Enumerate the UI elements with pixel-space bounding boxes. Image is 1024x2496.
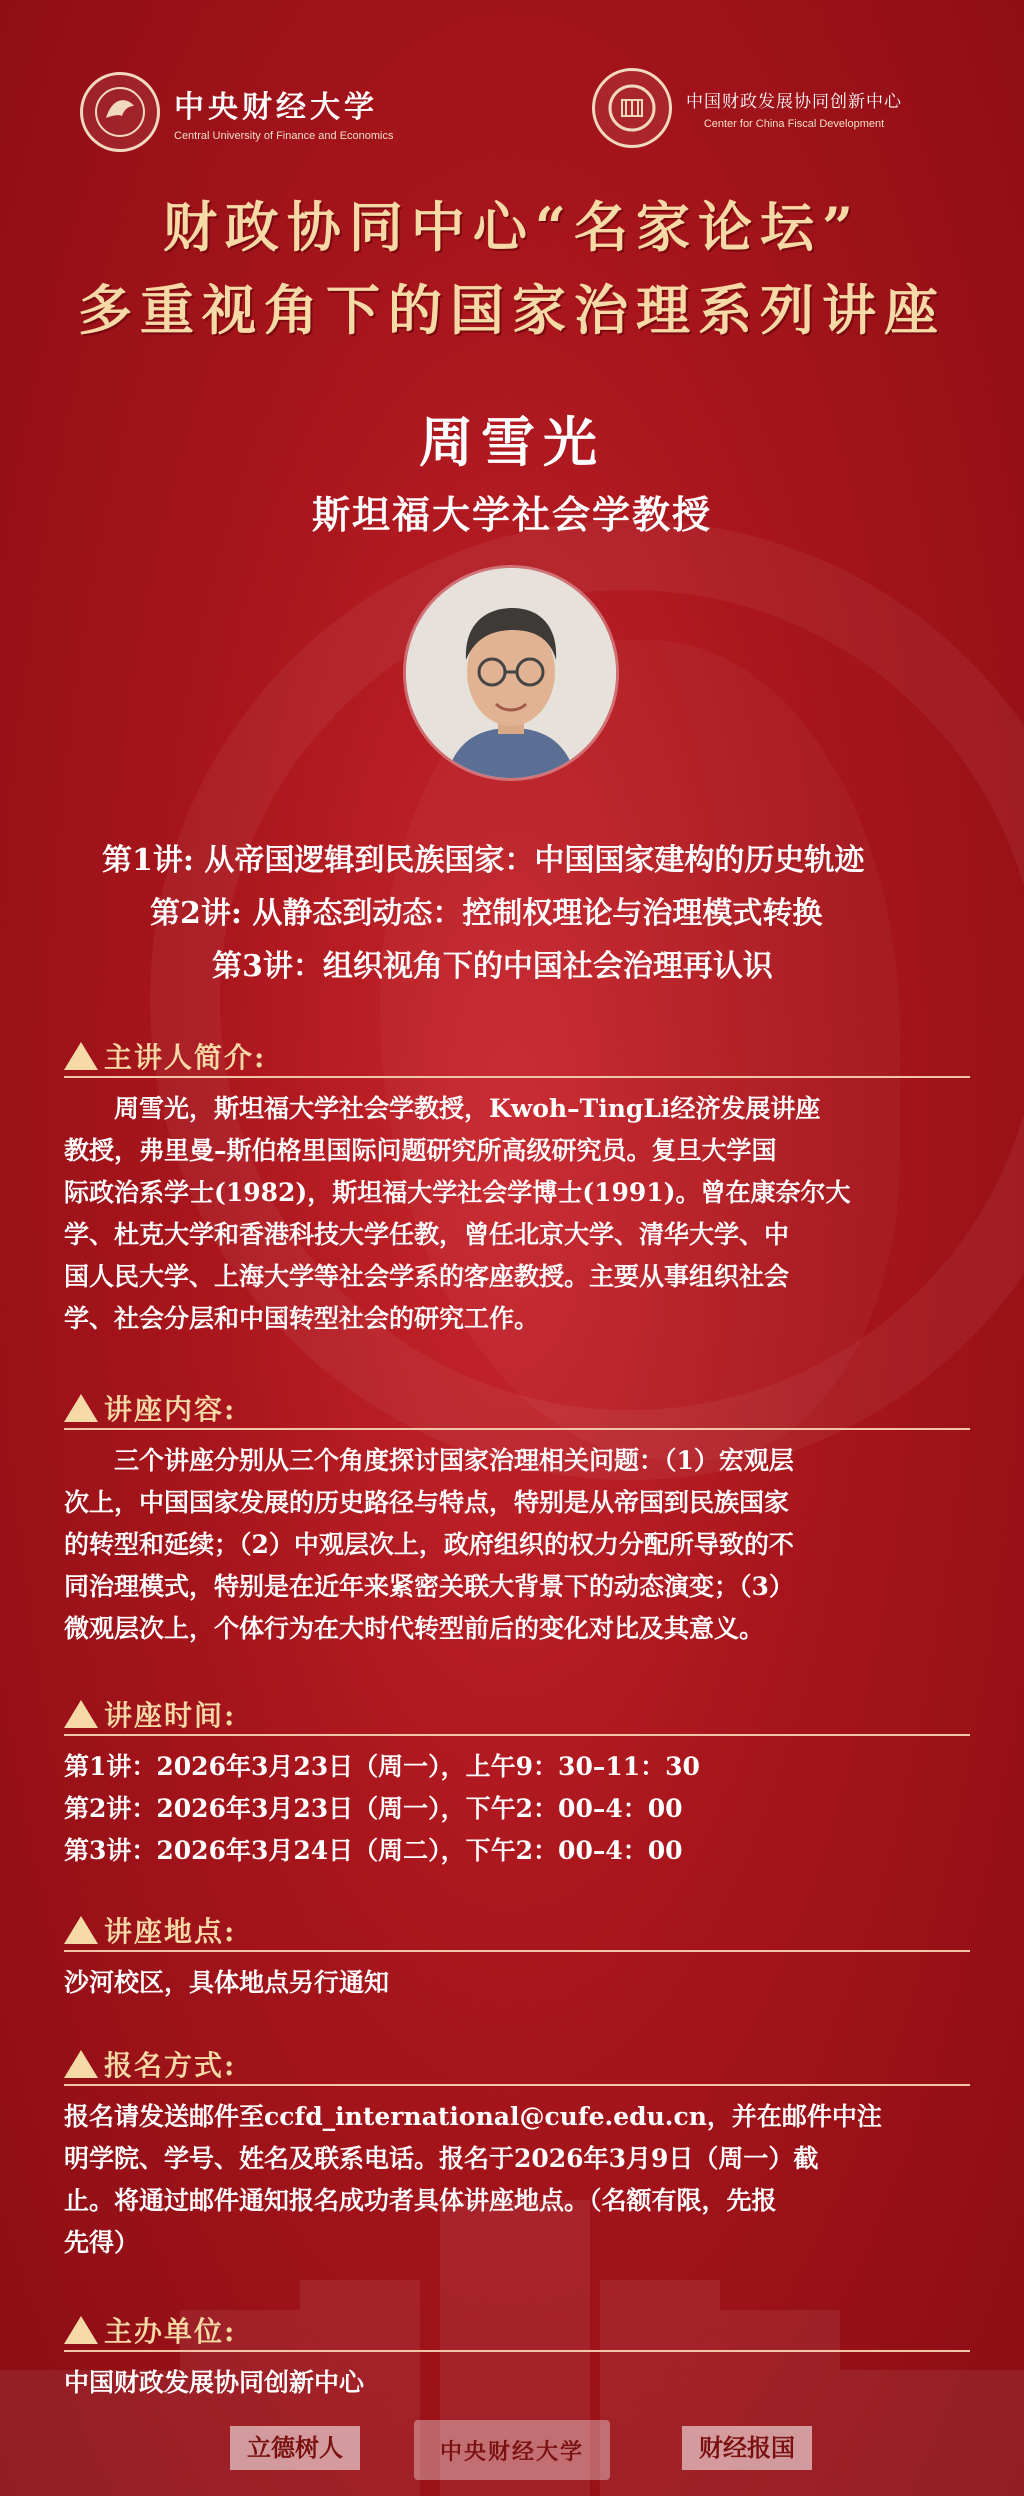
organizer-header bbox=[64, 2310, 970, 2352]
lecture-3-title: 第3讲：组织视角下的中国社会治理再认识 bbox=[212, 949, 773, 984]
organizer-line: 中国财政发展协同创新中心 bbox=[64, 2368, 365, 2397]
content-section bbox=[64, 1388, 970, 1650]
content-line: 次上，中国国家发展的历史路径与特点，特别是从帝国到民族国家 bbox=[64, 1488, 790, 1517]
organizer-text bbox=[64, 2362, 970, 2404]
bio-section bbox=[64, 1036, 970, 1340]
gate-sign-center: 中央财经大学 bbox=[414, 2420, 610, 2480]
bio-line: 际政治系学士(1982)，斯坦福大学社会学博士(1991)。曾在康奈尔大 bbox=[64, 1178, 851, 1207]
content-line: 微观层次上，个体行为在大时代转型前后的变化对比及其意义。 bbox=[64, 1614, 765, 1643]
cufe-name-cn: 中央财经大学 bbox=[174, 90, 378, 125]
speaker-photo bbox=[406, 568, 616, 778]
content-line: 的转型和延续；（2）中观层次上，政府组织的权力分配所导致的不 bbox=[64, 1530, 794, 1559]
content-header bbox=[64, 1388, 970, 1430]
triangle-icon bbox=[64, 1916, 98, 1944]
bio-line: 教授，弗里曼–斯伯格里国际问题研究所高级研究员。复旦大学国 bbox=[64, 1136, 777, 1165]
title-line-2: 多重视角下的国家治理系列讲座 bbox=[78, 278, 946, 342]
time-heading: 讲座时间: bbox=[104, 1699, 237, 1732]
lecture-1-title: 第1讲: 从帝国逻辑到民族国家：中国国家建构的历史轨迹 bbox=[102, 843, 865, 878]
registration-line: 止。将通过邮件通知报名成功者具体讲座地点。（名额有限，先报 bbox=[64, 2186, 777, 2215]
bio-line: 学、社会分层和中国转型社会的研究工作。 bbox=[64, 1304, 540, 1333]
location-section bbox=[64, 1910, 970, 2004]
ccfd-name-cn: 中国财政发展协同创新中心 bbox=[686, 91, 902, 112]
organizer-section bbox=[64, 2310, 970, 2404]
header bbox=[0, 60, 1024, 170]
content-heading: 讲座内容: bbox=[104, 1393, 237, 1426]
location-text bbox=[64, 1962, 970, 2004]
bio-line: 学、杜克大学和香港科技大学任教，曾任北京大学、清华大学、中 bbox=[64, 1220, 790, 1249]
triangle-icon bbox=[64, 1042, 98, 1070]
content-line: 三个讲座分别从三个角度探讨国家治理相关问题：（1）宏观层 bbox=[114, 1446, 794, 1475]
location-heading: 讲座地点: bbox=[104, 1915, 237, 1948]
gate-sign-right: 财经报国 bbox=[682, 2426, 812, 2470]
time-line: 第2讲：2026年3月23日（周一），下午2：00–4：00 bbox=[64, 1794, 683, 1823]
gate-sign-left: 立德树人 bbox=[230, 2426, 360, 2470]
registration-header bbox=[64, 2044, 970, 2086]
location-line: 沙河校区，具体地点另行通知 bbox=[64, 1968, 390, 1997]
triangle-icon bbox=[64, 2316, 98, 2344]
time-header bbox=[64, 1694, 970, 1736]
speaker-title: 斯坦福大学社会学教授 bbox=[311, 492, 712, 537]
cufe-logo bbox=[80, 72, 393, 152]
bio-heading: 主讲人简介: bbox=[104, 1041, 267, 1074]
time-text bbox=[64, 1746, 970, 1872]
bio-line: 周雪光，斯坦福大学社会学教授，Kwoh–TingLi经济发展讲座 bbox=[114, 1094, 821, 1123]
content-line: 同治理模式，特别是在近年来紧密关联大背景下的动态演变；（3） bbox=[64, 1572, 794, 1601]
bio-text bbox=[64, 1088, 970, 1340]
content-text bbox=[64, 1440, 970, 1650]
triangle-icon bbox=[64, 1394, 98, 1422]
bio-line: 国人民大学、上海大学等社会学系的客座教授。主要从事组织社会 bbox=[64, 1262, 790, 1291]
speaker-name: 周雪光 bbox=[419, 410, 605, 474]
time-line: 第3讲：2026年3月24日（周二），下午2：00–4：00 bbox=[64, 1836, 683, 1865]
triangle-icon bbox=[64, 1700, 98, 1728]
title-line-1: 财政协同中心“名家论坛” bbox=[162, 195, 862, 259]
cufe-seal-icon bbox=[80, 72, 160, 152]
time-section bbox=[64, 1694, 970, 1872]
registration-line: 明学院、学号、姓名及联系电话。报名于2026年3月9日（周一）截 bbox=[64, 2144, 819, 2173]
ccfd-name-en: Center for China Fiscal Development bbox=[703, 117, 885, 130]
ccfd-seal-icon bbox=[592, 68, 672, 148]
registration-heading: 报名方式: bbox=[104, 2049, 237, 2082]
registration-line: 报名请发送邮件至ccfd_international@cufe.edu.cn，并在邮件中注 bbox=[64, 2102, 882, 2131]
ccfd-logo bbox=[592, 68, 902, 148]
organizer-heading: 主办单位: bbox=[104, 2315, 237, 2348]
location-header bbox=[64, 1910, 970, 1952]
cufe-name-en: Central University of Finance and Economics bbox=[174, 130, 394, 142]
bio-header bbox=[64, 1036, 970, 1078]
lecture-2-title: 第2讲: 从静态到动态：控制权理论与治理模式转换 bbox=[150, 896, 823, 931]
registration-line: 先得） bbox=[64, 2228, 140, 2257]
triangle-icon bbox=[64, 2050, 98, 2078]
time-line: 第1讲：2026年3月23日（周一），上午9：30–11：30 bbox=[64, 1752, 700, 1781]
